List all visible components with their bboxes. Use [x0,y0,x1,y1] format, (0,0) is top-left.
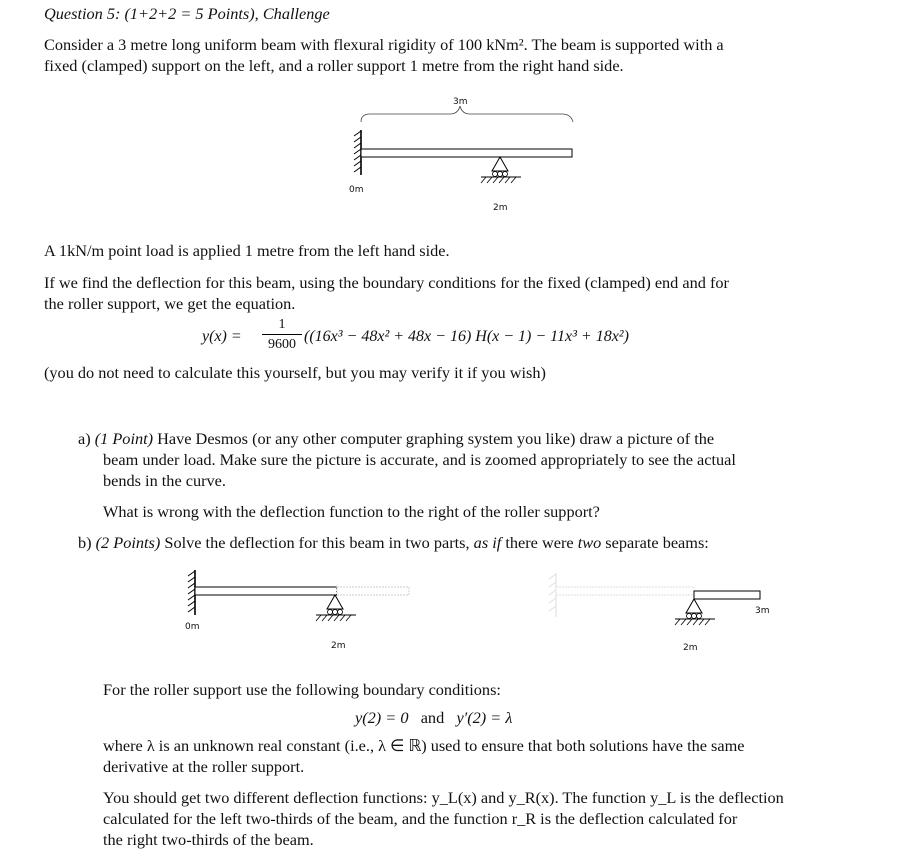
beam-right-part [694,591,760,599]
beam-left-part [195,587,337,595]
beam [361,149,572,157]
deflection-line-1: If we find the deflection for this beam, using the boundary conditions for the fixed (clamped) end and for [44,273,729,292]
beam-ghost-part [337,587,409,595]
left-0m-label: 0m [349,185,364,195]
roller-support [686,599,702,613]
intro-line-1: Consider a 3 metre long uniform beam with flexural rigidity of 100 kNm². The beam is supported with a [44,35,724,54]
bc-equations [355,708,512,728]
roller-2m-label: 2m [493,203,508,213]
part-a-question: What is wrong with the deflection function to the right of the roller support? [103,502,600,521]
intro-line-2: fixed (clamped) support on the left, and a roller support 1 metre from the right hand side. [44,56,624,75]
functions-line-3: the right two-thirds of the beam. [103,830,314,849]
left-figure-2m: 2m [331,641,346,651]
bc-and: and [420,708,445,727]
load-line: A 1kN/m point load is applied 1 metre from the left hand side. [44,241,450,260]
beam-figure-left [175,565,425,660]
functions-line-2: calculated for the left two-thirds of the beam, and the function r_R is the deflection calculated for [103,809,738,828]
right-figure-2m: 2m [683,643,698,653]
roller-support [327,595,343,609]
roller-support [492,157,508,171]
part-a-line-1 [78,428,868,449]
part-b-label: b) [78,533,92,552]
equation-lhs: y(x) = [202,328,242,345]
part-b-points: (2 Points) [95,533,161,552]
verify-note: (you do not need to calculate this yourself, but you may verify it if you wish) [44,363,546,382]
beam-ghost-part [556,587,694,595]
bc-eq-1: y(2) = 0 [355,708,409,727]
part-b-text-d: two [577,533,602,552]
part-a-label: a) [78,429,91,448]
part-a-points: (1 Point) [94,429,154,448]
right-figure-3m: 3m [755,606,770,616]
equation-denominator: 9600 [268,337,296,352]
part-b-line-1 [78,532,868,553]
question-title: Question 5: (1+2+2 = 5 Points), Challenge [44,4,330,23]
functions-line-1: You should get two different deflection functions: y_L(x) and y_R(x). The function y_L is the deflection [103,788,784,807]
bc-intro: For the roller support use the following boundary conditions: [103,680,501,699]
equation-body: ((16x³ − 48x² + 48x − 16) H(x − 1) − 11x³ + 18x²) [304,328,629,345]
span-label: 3m [453,97,468,107]
beam-figure-full [340,90,590,220]
part-b-text-b: as if [473,533,502,552]
lambda-line-2: derivative at the roller support. [103,757,305,776]
part-a-line-2: beam under load. Make sure the picture is accurate, and is zoomed appropriately to see the actual [103,450,736,469]
lambda-line-1: where λ is an unknown real constant (i.e., λ ∈ ℝ) used to ensure that both solutions have the same [103,736,745,755]
wall-hatch [354,131,361,172]
equation-numerator: 1 [262,316,302,335]
beam-figure-right [540,565,790,660]
part-a-text-1: Have Desmos (or any other computer graphing system you like) draw a picture of the [157,429,715,448]
part-b-text-e: separate beams: [605,533,709,552]
part-b-text-a: Solve the deflection for this beam in two parts, [164,533,470,552]
part-a-line-3: bends in the curve. [103,471,226,490]
deflection-line-2: the roller support, we get the equation. [44,294,296,313]
part-b-text-c: there were [505,533,574,552]
bc-eq-2: y′(2) = λ [456,708,513,727]
left-figure-0m: 0m [185,622,200,632]
span-brace [361,106,573,122]
